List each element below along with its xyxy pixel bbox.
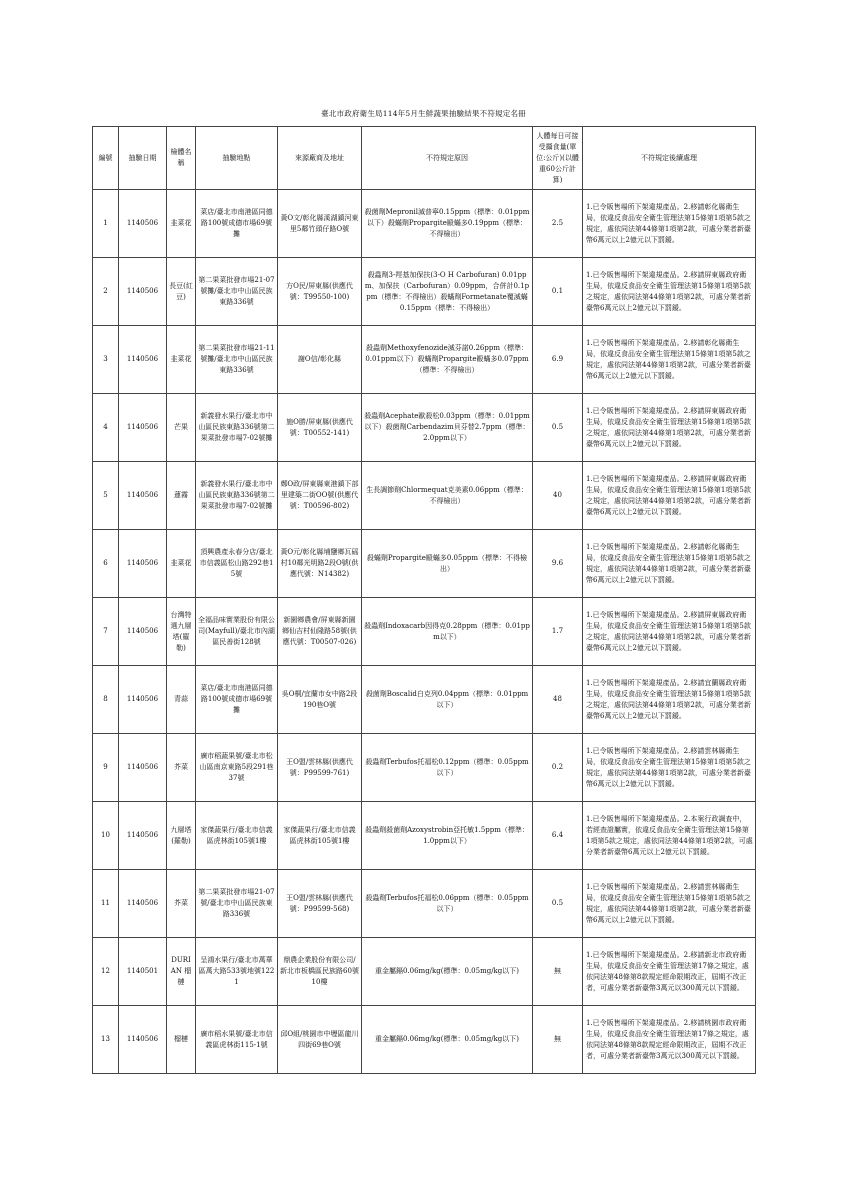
noncompliance-reason: 殺蟎劑Propargite毆蟎多0.05ppm（標準：不得檢出） — [362, 530, 533, 598]
row-number: 11 — [93, 870, 119, 938]
source-vendor: 邱O組/桃園市中壢區龍川四街69巷O號 — [278, 1006, 362, 1074]
noncompliance-reason: 殺菌劑Mepronil滅普寧0.15ppm（標準：0.01ppm以下）殺蟎劑Propargite毆蟎多0.19ppm（標準：不得檢出） — [362, 190, 533, 258]
source-vendor: 黃O元/彰化縣埔鹽鄉瓦磘村10鄰光明路2段O號(供應代號：N14382) — [278, 530, 362, 598]
inspection-location: 菜店/臺北市南港區同德路100號成德市場69號攤 — [196, 666, 278, 734]
source-vendor: 吳O桐/宜蘭市女中路2段190巷O號 — [278, 666, 362, 734]
noncompliance-table — [92, 126, 756, 1074]
table-row — [93, 598, 756, 666]
follow-up-treatment: 1.已令販售場所下架違規產品。2.移請雲林縣衛生局，依違反食品安全衛生管理法第15條第1項第5款之規定，處依同法第44條第1項第2款，可處分業者新臺幣6萬元以上2億元以下罰鍰。 — [583, 870, 756, 938]
inspection-date: 1140506 — [119, 326, 167, 394]
acceptable-daily-intake: 6.4 — [533, 802, 583, 870]
col-header-sample: 檢體名稱 — [167, 127, 196, 190]
inspection-date: 1140506 — [119, 530, 167, 598]
acceptable-daily-intake: 9.6 — [533, 530, 583, 598]
noncompliance-reason: 殺蟲劑Methoxyfenozide滅芬諾0.26ppm（標準：0.01ppm以下）殺蟎劑Propargite毆蟎多0.07ppm（標準：不得檢出） — [362, 326, 533, 394]
header-row — [93, 127, 756, 190]
inspection-location: 頂興農產永春分店/臺北市信義區松山路292巷15號 — [196, 530, 278, 598]
row-number: 4 — [93, 394, 119, 462]
row-number: 3 — [93, 326, 119, 394]
inspection-location: 菜店/臺北市南港區同德路100號成德市場69號攤 — [196, 190, 278, 258]
row-number: 9 — [93, 734, 119, 802]
source-vendor: 新園鄉農會/屏東縣新園鄉仙吉村仙隆路58號(供應代號：T00507-026) — [278, 598, 362, 666]
inspection-location: 第二果菜批發市場21-07號攤/臺北市中山區民族東路336號 — [196, 258, 278, 326]
inspection-date: 1140506 — [119, 734, 167, 802]
acceptable-daily-intake: 無 — [533, 1006, 583, 1074]
row-number: 5 — [93, 462, 119, 530]
col-header-location: 抽驗地點 — [196, 127, 278, 190]
sample-name: 韭菜花 — [167, 326, 196, 394]
table-row — [93, 394, 756, 462]
row-number: 12 — [93, 938, 119, 1006]
noncompliance-reason: 殺菌劑Boscalid白克列0.04ppm（標準：0.01ppm以下） — [362, 666, 533, 734]
table-row — [93, 258, 756, 326]
sample-name: 韭菜花 — [167, 530, 196, 598]
follow-up-treatment: 1.已令販售場所下架違規產品。2.移請新北市政府衛生局，依違反食品安全衛生管理法第17條之規定，處依同法第48條第8款規定經命限期改正，屆期不改正者，可處分業者新臺幣3萬元以300萬元以下罰鍰。 — [583, 938, 756, 1006]
page-title: 臺北市政府衛生局114年5月生鮮蔬果抽驗結果不符規定名冊 — [321, 109, 526, 118]
sample-name: 芥菜 — [167, 870, 196, 938]
source-vendor: 王O盟/雲林縣(供應代號：P99599-761) — [278, 734, 362, 802]
source-vendor: 方O民/屏東縣(供應代號：T99550-100) — [278, 258, 362, 326]
sample-name: DURIAN 榴槤 — [167, 938, 196, 1006]
noncompliance-reason: 殺蟲劑Terbufos托福松0.06ppm（標準：0.05ppm以下） — [362, 870, 533, 938]
acceptable-daily-intake: 1.7 — [533, 598, 583, 666]
inspection-location: 第二果菜批發市場21-07號/臺北市中山區民族東路336號 — [196, 870, 278, 938]
inspection-date: 1140506 — [119, 258, 167, 326]
inspection-location: 廣市稻蔬果號/臺北市松山區南京東路5段291巷37號 — [196, 734, 278, 802]
noncompliance-reason: 生長調節劑Chlormequat克美素0.06ppm（標準：不得檢出） — [362, 462, 533, 530]
acceptable-daily-intake: 0.1 — [533, 258, 583, 326]
row-number: 6 — [93, 530, 119, 598]
acceptable-daily-intake: 無 — [533, 938, 583, 1006]
acceptable-daily-intake: 0.5 — [533, 394, 583, 462]
sample-name: 榴槤 — [167, 1006, 196, 1074]
col-header-treatment: 不符規定後續處理 — [583, 127, 756, 190]
acceptable-daily-intake: 48 — [533, 666, 583, 734]
sample-name: 芒果 — [167, 394, 196, 462]
inspection-location: 廣市稻水果號/臺北市信義區虎林街115-1號 — [196, 1006, 278, 1074]
inspection-location: 呈鴻水果行/臺北市萬華區萬大路533號地號1221 — [196, 938, 278, 1006]
sample-name: 長豆(紅豆) — [167, 258, 196, 326]
row-number: 8 — [93, 666, 119, 734]
table-row — [93, 1006, 756, 1074]
table-row — [93, 462, 756, 530]
noncompliance-reason: 重金屬鎘0.06mg/kg(標準：0.05mg/kg以下) — [362, 938, 533, 1006]
sample-name: 芥菜 — [167, 734, 196, 802]
col-header-date: 抽驗日期 — [119, 127, 167, 190]
source-vendor: 施O勝/屏東縣(供應代號：T00552-141) — [278, 394, 362, 462]
follow-up-treatment: 1.已令販售場所下架違規產品。2.移請桃園市政府衛生局，依違反食品安全衛生管理法第17條之規定，處依同法第48條第8款規定經命限期改正，屆期不改正者，可處分業者新臺幣3萬元以300萬元以下罰鍰。 — [583, 1006, 756, 1074]
follow-up-treatment: 1.已令販售場所下架違規產品。2.移請彰化縣衛生局，依違反食品安全衛生管理法第15條第1項第5款之規定，處依同法第44條第1項第2款，可處分業者新臺幣6萬元以上2億元以下罰鍰。 — [583, 190, 756, 258]
acceptable-daily-intake: 0.2 — [533, 734, 583, 802]
follow-up-treatment: 1.已令販售場所下架違規產品。2.移請雲林縣衛生局，依違反食品安全衛生管理法第15條第1項第5款之規定，處依同法第44條第1項第2款，可處分業者新臺幣6萬元以上2億元以下罰鍰。 — [583, 734, 756, 802]
noncompliance-reason: 殺蟲劑Acephate歐殺松0.03ppm（標準：0.01ppm以下）殺菌劑Carbendazim貝芬替2.7ppm（標準：2.0ppm以下） — [362, 394, 533, 462]
follow-up-treatment: 1.已令販售場所下架違規產品。2.移請屏東縣政府衛生局，依違反食品安全衛生管理法第15條第1項第5款之規定，處依同法第44條第1項第2款，可處分業者新臺幣6萬元以上2億元以下罰鍰。 — [583, 394, 756, 462]
acceptable-daily-intake: 40 — [533, 462, 583, 530]
follow-up-treatment: 1.已令販售場所下架違規產品。2.移請屏東縣政府衛生局，依違反食品安全衛生管理法第15條第1項第5款之規定，處依同法第44條第1項第2款，可處分業者新臺幣6萬元以上2億元以下罰鍰。 — [583, 462, 756, 530]
table-row — [93, 802, 756, 870]
source-vendor: 謝O信/彰化縣 — [278, 326, 362, 394]
row-number: 1 — [93, 190, 119, 258]
inspection-date: 1140506 — [119, 598, 167, 666]
follow-up-treatment: 1.已令販售場所下架違規產品。2.移請宜蘭縣政府衛生局，依違反食品安全衛生管理法第15條第1項第5款之規定，處依同法第44條第1項第2款，可處分業者新臺幣6萬元以上2億元以下罰鍰。 — [583, 666, 756, 734]
table-row — [93, 938, 756, 1006]
source-vendor: 家傑蔬果行/臺北市信義區虎林街105號1樓 — [278, 802, 362, 870]
row-number: 7 — [93, 598, 119, 666]
source-vendor: 鼎農企業股份有限公司/新北市板橋區民族路60號10樓 — [278, 938, 362, 1006]
sample-name: 蓮霧 — [167, 462, 196, 530]
inspection-date: 1140506 — [119, 190, 167, 258]
noncompliance-reason: 殺蟲劑Terbufos托福松0.12ppm（標準：0.05ppm以下） — [362, 734, 533, 802]
follow-up-treatment: 1.已令販售場所下架違規產品。2.移請彰化縣衛生局，依違反食品安全衛生管理法第15條第1項第5款之規定，處依同法第44條第1項第2款，可處分業者新臺幣6萬元以上2億元以下罰鍰。 — [583, 530, 756, 598]
sample-name: 台灣特選九層塔(羅勒) — [167, 598, 196, 666]
row-number: 13 — [93, 1006, 119, 1074]
table-row — [93, 734, 756, 802]
follow-up-treatment: 1.已令販售場所下架違規產品。2.移請屏東縣政府衛生局，依違反食品安全衛生管理法第15條第1項第5款之規定，處依同法第44條第1項第2款，可處分業者新臺幣6萬元以上2億元以下罰鍰。 — [583, 598, 756, 666]
col-header-reason: 不符規定原因 — [362, 127, 533, 190]
table-row — [93, 326, 756, 394]
inspection-date: 1140506 — [119, 1006, 167, 1074]
follow-up-treatment: 1.已令販售場所下架違規產品。2.本案行政調查中，若經查證屬實，依違反食品安全衛生管理法第15條第1項第5款之規定，處依同法第44條第1項第2款，可處分業者新臺幣6萬元以上2億元以下罰鍰。 — [583, 802, 756, 870]
sample-name: 九層塔(羅勒) — [167, 802, 196, 870]
table-row — [93, 530, 756, 598]
table-row — [93, 666, 756, 734]
follow-up-treatment: 1.已令販售場所下架違規產品。2.移請彰化縣衛生局，依違反食品安全衛生管理法第15條第1項第5款之規定，處依同法第44條第1項第2款，可處分業者新臺幣6萬元以上2億元以下罰鍰。 — [583, 326, 756, 394]
noncompliance-reason: 殺蟲劑殺菌劑Azoxystrobin亞托敏1.5ppm（標準：1.0ppm以下） — [362, 802, 533, 870]
inspection-location: 第二果菜批發市場21-11號攤/臺北市中山區民族東路336號 — [196, 326, 278, 394]
row-number: 10 — [93, 802, 119, 870]
inspection-location: 新義發水果行/臺北市中山區民族東路336號第二果菜批發市場7-02號攤 — [196, 394, 278, 462]
inspection-date: 1140506 — [119, 870, 167, 938]
inspection-date: 1140506 — [119, 462, 167, 530]
inspection-location: 家傑蔬果行/臺北市信義區虎林街105號1樓 — [196, 802, 278, 870]
col-header-adi: 人體每日可接受攝食量(單位:公斤)(以體重60公斤計算) — [533, 127, 583, 190]
sample-name: 韭菜花 — [167, 190, 196, 258]
noncompliance-reason: 殺蟲劑3-羥基加保扶(3-O H Carbofuran) 0.01ppm、加保扶（Carbofuran）0.09ppm，合併計0.1ppm（標準：不得檢出）殺蟎劑Formetanate覆滅蟎0.15ppm（標準：不得檢出） — [362, 258, 533, 326]
table-row — [93, 870, 756, 938]
noncompliance-reason: 殺蟲劑Indoxacarb因得克0.28ppm（標準：0.01ppm以下） — [362, 598, 533, 666]
acceptable-daily-intake: 6.9 — [533, 326, 583, 394]
noncompliance-reason: 重金屬鎘0.06mg/kg(標準：0.05mg/kg以下) — [362, 1006, 533, 1074]
inspection-date: 1140501 — [119, 938, 167, 1006]
col-header-source: 來源廠商及地址 — [278, 127, 362, 190]
inspection-date: 1140506 — [119, 802, 167, 870]
acceptable-daily-intake: 0.5 — [533, 870, 583, 938]
inspection-date: 1140506 — [119, 666, 167, 734]
row-number: 2 — [93, 258, 119, 326]
col-header-no: 編號 — [93, 127, 119, 190]
inspection-location: 全福品味實業股份有限公司(Mayfull)/臺北市內湖區民善街128號 — [196, 598, 278, 666]
sample-name: 青蒜 — [167, 666, 196, 734]
source-vendor: 王O盟/雲林縣(供應代號：P99599-568) — [278, 870, 362, 938]
follow-up-treatment: 1.已令販售場所下架違規產品。2.移請屏東縣政府衛生局，依違反食品安全衛生管理法第15條第1項第5款之規定，處依同法第44條第1項第2款，可處分業者新臺幣6萬元以上2億元以下罰鍰。 — [583, 258, 756, 326]
source-vendor: 黃O文/彰化縣溪湖鎮河東里5鄰竹頭仔路O號 — [278, 190, 362, 258]
table-row — [93, 190, 756, 258]
inspection-date: 1140506 — [119, 394, 167, 462]
source-vendor: 鄭O政/屏東縣東港鎮下部里建築二街OO號(供應代號：T00596-802) — [278, 462, 362, 530]
acceptable-daily-intake: 2.5 — [533, 190, 583, 258]
inspection-location: 新義發水果行/臺北市中山區民族東路336號第二果菜批發市場7-02號攤 — [196, 462, 278, 530]
